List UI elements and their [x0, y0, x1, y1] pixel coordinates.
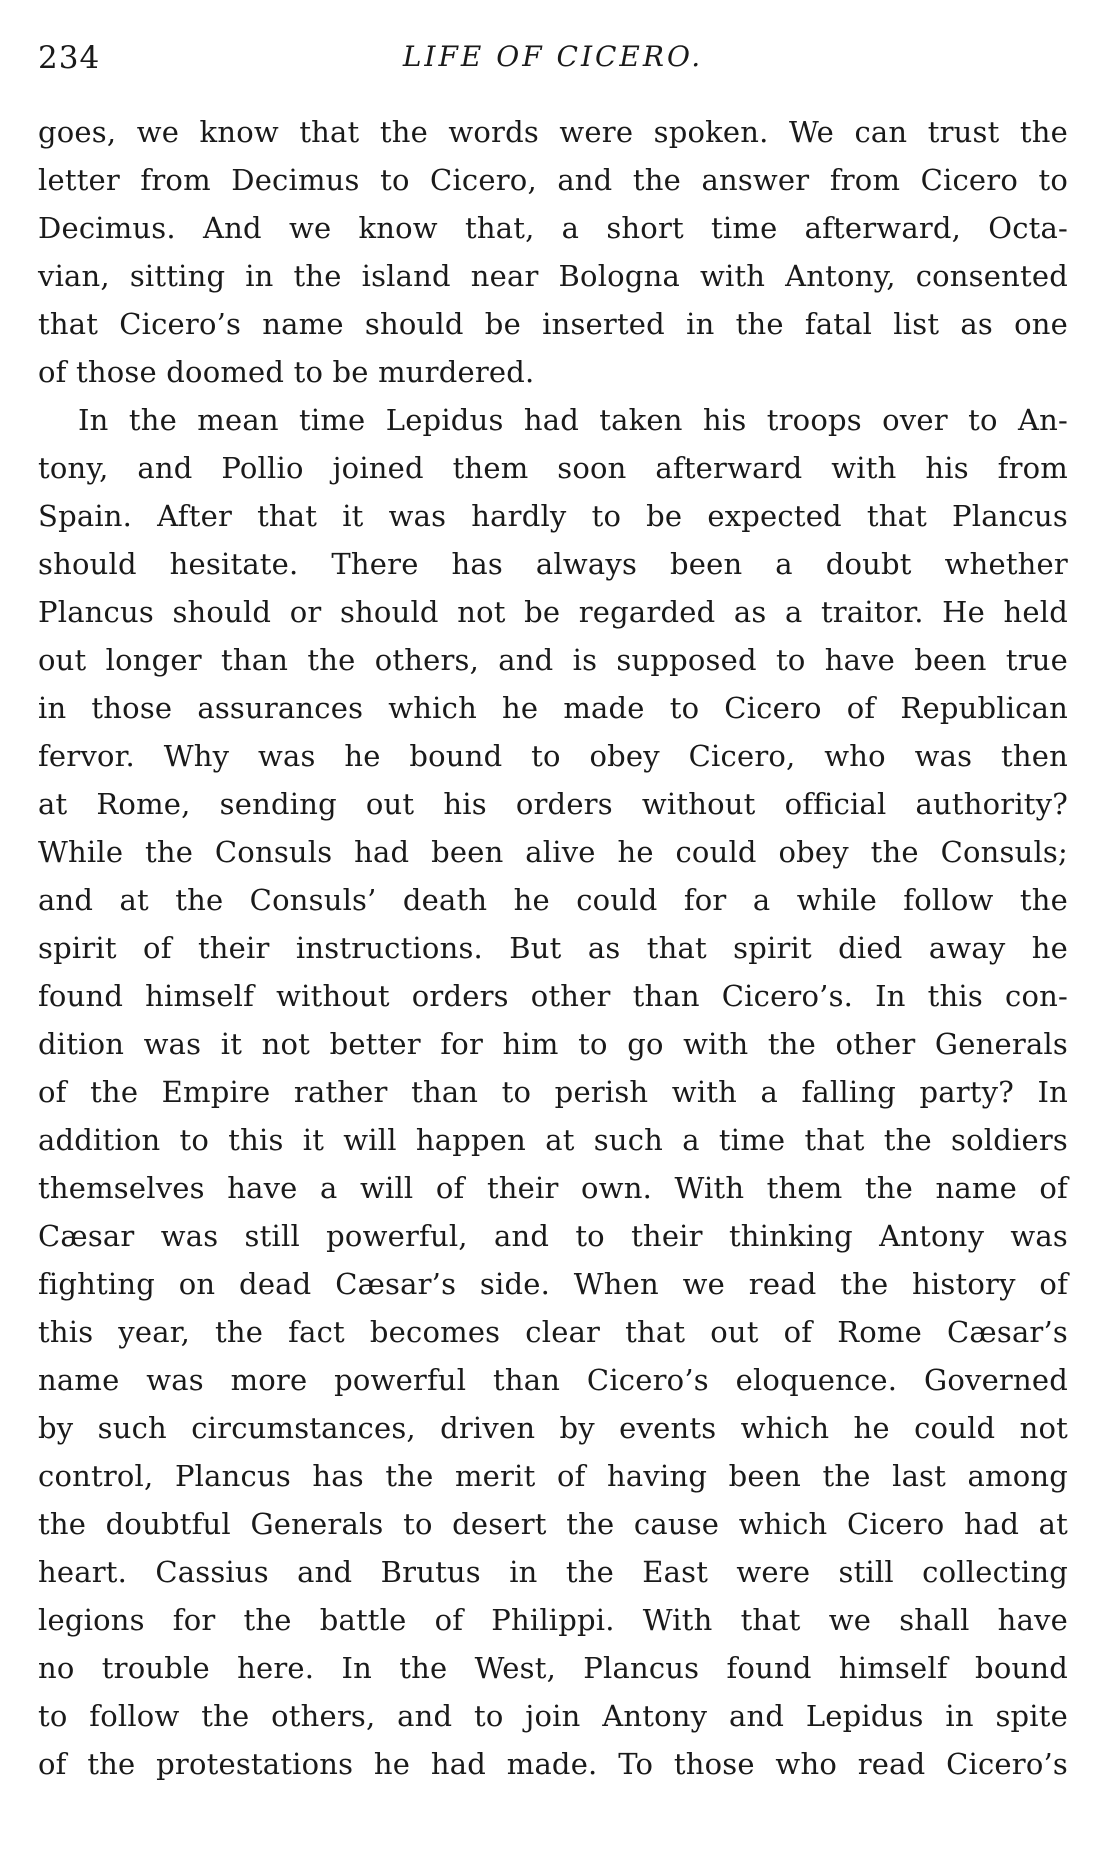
running-head	[38, 40, 1068, 90]
text-line: Cæsar was still powerful, and to their thinking Antony was	[38, 1219, 1068, 1253]
text-line: In the mean time Lepidus had taken his troops over to An-	[78, 403, 1068, 437]
text-line: this year, the fact becomes clear that out of Rome Cæsar’s	[38, 1315, 1068, 1349]
text-line: themselves have a will of their own. With them the name of	[38, 1171, 1068, 1205]
text-line: out longer than the others, and is supposed to have been true	[38, 643, 1068, 677]
text-line: Decimus. And we know that, a short time afterward, Octa-	[38, 211, 1068, 245]
text-line: Spain. After that it was hardly to be expected that Plancus	[38, 499, 1068, 533]
page-number: 234	[38, 40, 101, 76]
text-line: found himself without orders other than Cicero’s. In this con-	[38, 979, 1068, 1013]
text-line: fervor. Why was he bound to obey Cicero, who was then	[38, 739, 1068, 773]
text-line: spirit of their instructions. But as that spirit died away he	[38, 931, 1068, 965]
text-line: goes, we know that the words were spoken. We can trust the	[38, 115, 1068, 149]
text-line: dition was it not better for him to go with the other Generals	[38, 1027, 1068, 1061]
text-line: legions for the battle of Philippi. With that we shall have	[38, 1603, 1068, 1637]
text-line: and at the Consuls’ death he could for a while follow the	[38, 883, 1068, 917]
text-line: of those doomed to be murdered.	[38, 355, 535, 389]
text-line: to follow the others, and to join Antony and Lepidus in spite	[38, 1699, 1068, 1733]
text-line: no trouble here. In the West, Plancus found himself bound	[38, 1651, 1068, 1685]
text-line: that Cicero’s name should be inserted in the fatal list as one	[38, 307, 1068, 341]
text-line: tony, and Pollio joined them soon afterward with his from	[38, 451, 1068, 485]
body-text	[38, 108, 1068, 1788]
text-line: vian, sitting in the island near Bologna with Antony, consented	[38, 259, 1068, 293]
text-line: at Rome, sending out his orders without official authority?	[38, 787, 1068, 821]
text-line: letter from Decimus to Cicero, and the answer from Cicero to	[38, 163, 1068, 197]
text-line: While the Consuls had been alive he could obey the Consuls;	[38, 835, 1068, 869]
text-line: name was more powerful than Cicero’s eloquence. Governed	[38, 1363, 1068, 1397]
text-line: of the Empire rather than to perish with a falling party? In	[38, 1075, 1068, 1109]
text-line: Plancus should or should not be regarded as a traitor. He held	[38, 595, 1068, 629]
text-line: addition to this it will happen at such a time that the soldiers	[38, 1123, 1068, 1157]
running-title: LIFE OF CICERO.	[402, 40, 704, 73]
text-line: the doubtful Generals to desert the cause which Cicero had at	[38, 1507, 1068, 1541]
text-line: by such circumstances, driven by events which he could not	[38, 1411, 1068, 1445]
text-line: should hesitate. There has always been a doubt whether	[38, 547, 1068, 581]
text-line: control, Plancus has the merit of having been the last among	[38, 1459, 1068, 1493]
text-line: heart. Cassius and Brutus in the East were still collecting	[38, 1555, 1068, 1589]
text-line: in those assurances which he made to Cicero of Republican	[38, 691, 1068, 725]
text-line: fighting on dead Cæsar’s side. When we read the history of	[38, 1267, 1068, 1301]
text-line: of the protestations he had made. To those who read Cicero’s	[38, 1747, 1068, 1781]
